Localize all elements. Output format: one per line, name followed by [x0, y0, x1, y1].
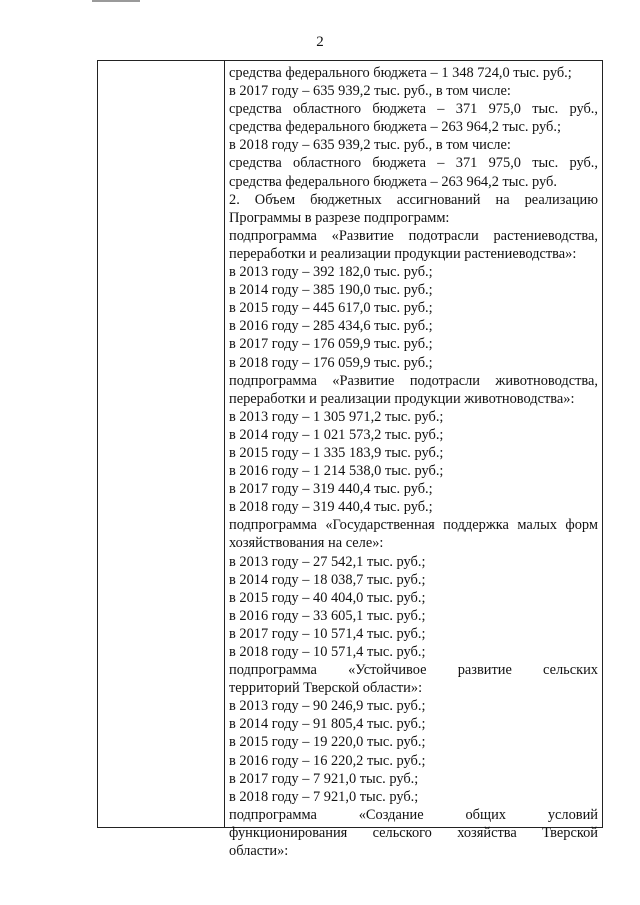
text-line: в 2018 году – 10 571,4 тыс. руб.; [229, 644, 426, 660]
text-line: в 2016 году – 16 220,2 тыс. руб.; [229, 752, 426, 769]
text-line: средства федерального бюджета – 263 964,2 тыс. руб. [229, 173, 557, 190]
text-line: в 2018 году – 319 440,4 тыс. руб.; [229, 499, 433, 516]
text-line: в 2015 году – 1 335 183,9 тыс. руб.; [229, 444, 444, 461]
text-line: в 2017 году – 176 059,9 тыс. руб.; [229, 336, 433, 353]
text-line: в 2014 году – 91 805,4 тыс. руб.; [229, 716, 426, 733]
text-line: подпрограмма «Государственная поддержка малых форм [229, 517, 598, 534]
table-right-cell [229, 64, 598, 860]
text-line: в 2017 году – 319 440,4 тыс. руб.; [229, 481, 433, 498]
text-line: в 2013 году – 90 246,9 тыс. руб.; [229, 698, 426, 715]
text-line: в 2015 году – 40 404,0 тыс. руб.; [229, 589, 426, 606]
page-number: 2 [316, 34, 324, 50]
text-line: хозяйствования на селе»: [229, 535, 384, 552]
text-line: в 2013 году – 27 542,1 тыс. руб.; [229, 553, 426, 570]
text-line: в 2013 году – 1 305 971,2 тыс. руб.; [229, 408, 444, 425]
text-line: функционирования сельского хозяйства Тверской [229, 824, 598, 841]
text-line: в 2016 году – 285 434,6 тыс. руб.; [229, 318, 433, 335]
text-line: 2. Объем бюджетных ассигнований на реализацию [229, 191, 598, 208]
document-table [97, 60, 603, 860]
text-line: территорий Тверской области»: [229, 680, 423, 697]
text-line: в 2016 году – 33 605,1 тыс. руб.; [229, 607, 426, 624]
text-line: в 2015 году – 445 617,0 тыс. руб.; [229, 300, 433, 317]
text-line: в 2017 году – 10 571,4 тыс. руб.; [229, 625, 426, 642]
text-line: переработки и реализации продукции растениеводства»: [229, 245, 577, 262]
text-line: подпрограмма «Развитие подотрасли растениеводства, [229, 227, 598, 244]
text-line: в 2013 году – 392 182,0 тыс. руб.; [229, 264, 433, 281]
table-left-cell [98, 61, 225, 827]
text-line: в 2018 году – 176 059,9 тыс. руб.; [229, 354, 433, 371]
text-line: средства федерального бюджета – 1 348 724,0 тыс. руб.; [229, 65, 572, 81]
text-line: в 2017 году – 635 939,2 тыс. руб., в том числе: [229, 83, 511, 100]
text-line: в 2015 году – 19 220,0 тыс. руб.; [229, 734, 426, 751]
text-line: средства федерального бюджета – 263 964,2 тыс. руб.; [229, 119, 561, 136]
text-line: средства областного бюджета – 371 975,0 тыс. руб., [229, 155, 598, 172]
text-line: Программы в разрезе подпрограмм: [229, 209, 450, 226]
text-line: в 2016 году – 1 214 538,0 тыс. руб.; [229, 463, 444, 480]
scan-artifact-line [92, 0, 140, 2]
text-line: в 2014 году – 18 038,7 тыс. руб.; [229, 571, 426, 588]
text-line: в 2017 году – 7 921,0 тыс. руб.; [229, 770, 419, 787]
text-line: средства областного бюджета – 371 975,0 тыс. руб., [229, 101, 598, 118]
text-line: в 2018 году – 635 939,2 тыс. руб., в том числе: [229, 137, 511, 154]
text-line: области»: [229, 843, 289, 860]
text-line: подпрограмма «Создание общих условий [229, 806, 598, 823]
text-line: переработки и реализации продукции животноводства»: [229, 390, 575, 407]
text-line: в 2014 году – 1 021 573,2 тыс. руб.; [229, 426, 444, 443]
text-line: в 2018 году – 7 921,0 тыс. руб.; [229, 788, 419, 805]
text-line: подпрограмма «Развитие подотрасли животноводства, [229, 372, 598, 389]
text-line: подпрограмма «Устойчивое развитие сельских [229, 662, 598, 679]
text-line: в 2014 году – 385 190,0 тыс. руб.; [229, 282, 433, 299]
